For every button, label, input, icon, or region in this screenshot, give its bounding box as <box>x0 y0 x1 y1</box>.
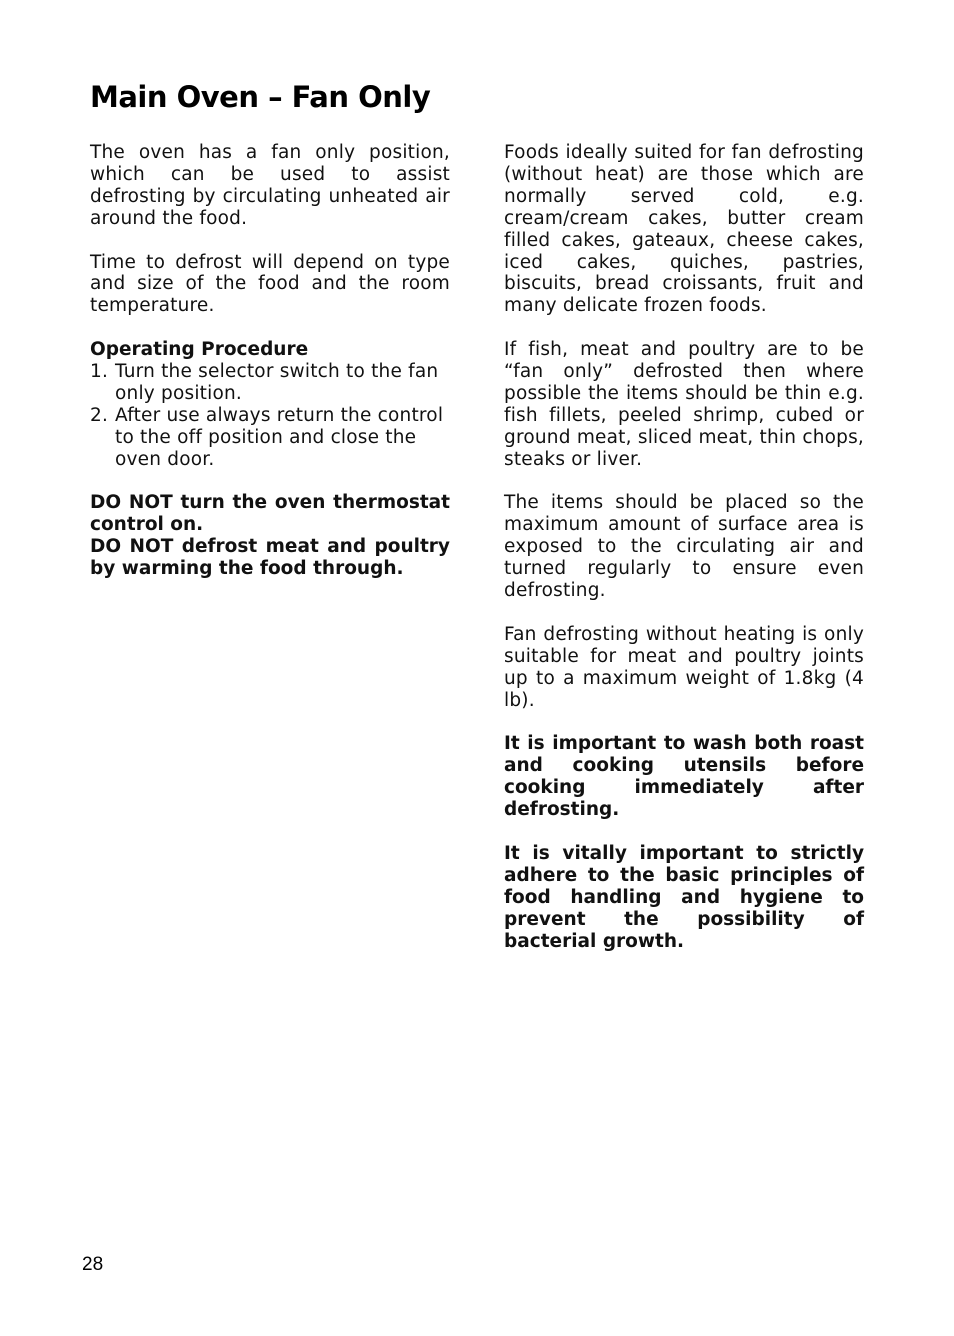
warning-thermostat: DO NOT turn the oven thermostat control on. <box>90 492 450 536</box>
right-column <box>504 142 864 974</box>
hygiene-notice: It is vitally important to strictly adhere to the basic principles of food handling and hygiene to prevent the possibility of bacterial growth. <box>504 842 864 952</box>
page-title: Main Oven – Fan Only <box>90 80 431 114</box>
intro-paragraph-1: The oven has a fan only position, which can be used to assist defrosting by circulating unheated air around the food. <box>90 142 450 229</box>
procedure-steps <box>90 361 450 471</box>
step-number: 1. <box>90 361 109 383</box>
wash-utensils-notice: It is important to wash both roast and cooking utensils before cooking immediately after defrosting. <box>504 733 864 821</box>
procedure-step-1 <box>90 361 450 405</box>
max-weight-paragraph: Fan defrosting without heating is only suitable for meat and poultry joints up to a maximum weight of 1.8kg (4 lb). <box>504 623 864 711</box>
procedure-heading: Operating Procedure <box>90 339 309 361</box>
procedure-step-2 <box>90 405 450 471</box>
step-number: 2. <box>90 404 109 426</box>
left-column <box>90 142 450 580</box>
warning-defrost-meat: DO NOT defrost meat and poultry by warming the food through. <box>90 536 450 580</box>
intro-paragraph-2: Time to defrost will depend on type and size of the food and the room temperature. <box>90 251 450 317</box>
fish-meat-paragraph: If fish, meat and poultry are to be “fan only” defrosted then where possible the items should be thin e.g. fish fillets, peeled shrimp, cubed or ground meat, sliced meat, thin chops, steaks or liver. <box>504 339 864 470</box>
placement-paragraph: The items should be placed so the maximum amount of surface area is exposed to the circulating air and turned regularly to ensure even defrosting. <box>504 492 864 602</box>
page-number: 28 <box>82 1254 104 1275</box>
step-text: Turn the selector switch to the fan only position. <box>115 361 439 404</box>
step-text: After use always return the control to the off position and close the oven door. <box>115 404 444 470</box>
suitable-foods-paragraph: Foods ideally suited for fan defrosting (without heat) are those which are normally served cold, e.g. cream/cream cakes, butter cream filled cakes, gateaux, cheese cakes, iced cakes, quiches, pastries, biscuits, bread croissants, fruit and many delicate frozen foods. <box>504 142 864 317</box>
